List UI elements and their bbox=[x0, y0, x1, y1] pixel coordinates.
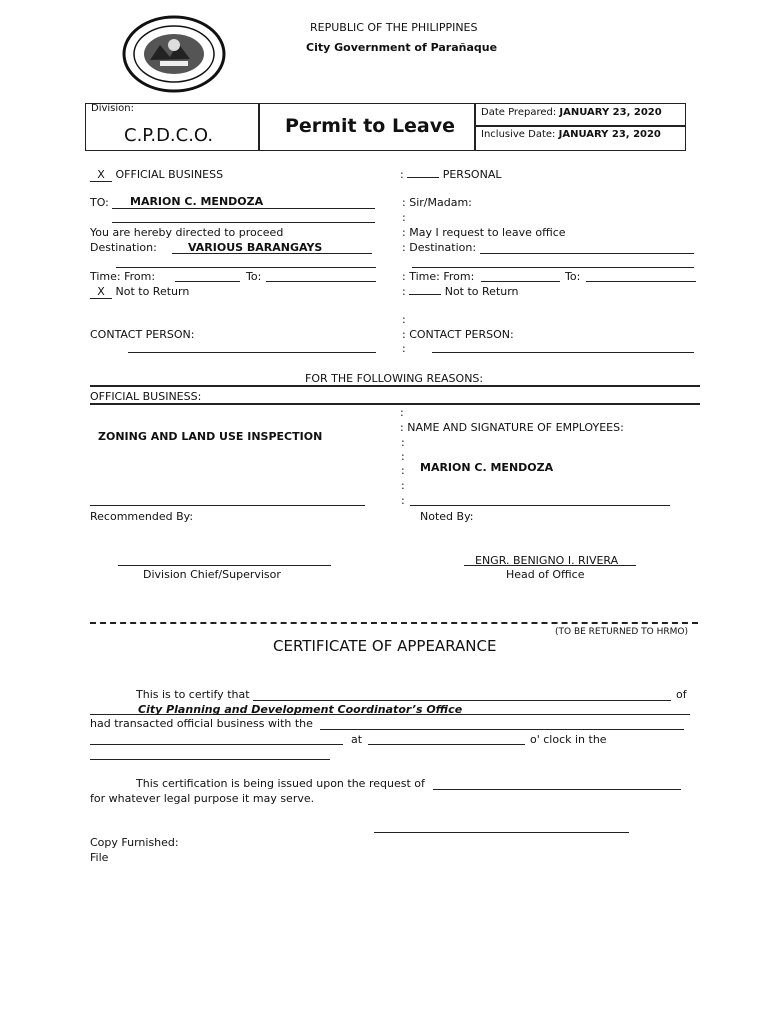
head-name: ENGR. BENIGNO I. RIVERA bbox=[475, 554, 619, 567]
return-note: (TO BE RETURNED TO HRMO) bbox=[555, 627, 688, 637]
recommended-by: Recommended By: bbox=[90, 510, 194, 523]
not-return-right: Not to Return bbox=[444, 285, 519, 298]
office-name: City Planning and Development Coordinator’s Office bbox=[138, 703, 463, 716]
inclusive-date-value: JANUARY 23, 2020 bbox=[558, 129, 661, 140]
head-title: Head of Office bbox=[506, 568, 585, 581]
certificate-title: CERTIFICATE OF APPEARANCE bbox=[273, 637, 497, 655]
legal-text: for whatever legal purpose it may serve. bbox=[90, 792, 315, 805]
personal-label: PERSONAL bbox=[442, 168, 502, 181]
employee-name: MARION C. MENDOZA bbox=[420, 461, 554, 474]
to-value: MARION C. MENDOZA bbox=[130, 195, 264, 208]
division-label: Division: bbox=[91, 103, 134, 114]
time-to-left: To: bbox=[246, 270, 262, 283]
time-from-right: Time: From: bbox=[409, 270, 475, 283]
reason-text: ZONING AND LAND USE INSPECTION bbox=[98, 430, 323, 443]
division-value: C.P.D.C.O. bbox=[124, 125, 214, 146]
to-label: TO: bbox=[90, 196, 109, 209]
oclock-text: o' clock in the bbox=[530, 733, 607, 746]
employees-label: NAME AND SIGNATURE OF EMPLOYEES: bbox=[407, 421, 624, 434]
city-government-heading: City Government of Parañaque bbox=[306, 41, 498, 54]
file-text: File bbox=[90, 851, 109, 864]
destination-value: VARIOUS BARANGAYS bbox=[188, 241, 323, 254]
form-title: Permit to Leave bbox=[285, 115, 456, 137]
issued-text: This certification is being issued upon the request of bbox=[136, 777, 425, 790]
not-return-left: Not to Return bbox=[115, 285, 190, 298]
copy-furnished: Copy Furnished: bbox=[90, 836, 179, 849]
date-prepared-label: Date Prepared: bbox=[481, 107, 557, 118]
official-business-heading: OFFICIAL BUSINESS: bbox=[90, 390, 202, 403]
not-return-mark: X bbox=[90, 285, 112, 299]
transacted-text: had transacted official business with the bbox=[90, 717, 313, 730]
sir-madam: Sir/Madam: bbox=[409, 196, 472, 209]
division-chief: Division Chief/Supervisor bbox=[143, 568, 281, 581]
request-text: May I request to leave office bbox=[409, 226, 566, 239]
time-from-left: Time: From: bbox=[90, 270, 156, 283]
noted-by: Noted By: bbox=[420, 510, 474, 523]
time-to-right: To: bbox=[565, 270, 581, 283]
official-business-mark: X bbox=[90, 168, 112, 182]
city-seal bbox=[120, 15, 228, 93]
date-prepared-value: JANUARY 23, 2020 bbox=[559, 107, 662, 118]
of-text: of bbox=[676, 688, 687, 701]
destination-label-right: Destination: bbox=[409, 241, 477, 254]
destination-label-left: Destination: bbox=[90, 241, 157, 254]
contact-right: CONTACT PERSON: bbox=[409, 328, 514, 341]
certify-text: This is to certify that bbox=[136, 688, 250, 701]
cut-line bbox=[90, 622, 698, 624]
republic-heading: REPUBLIC OF THE PHILIPPINES bbox=[310, 21, 478, 34]
reasons-heading: FOR THE FOLLOWING REASONS: bbox=[305, 372, 484, 385]
signature-line bbox=[374, 832, 629, 833]
contact-left: CONTACT PERSON: bbox=[90, 328, 195, 341]
official-business-label: OFFICIAL BUSINESS bbox=[115, 168, 224, 181]
directed-text: You are hereby directed to proceed bbox=[90, 226, 284, 239]
at-text: at bbox=[351, 733, 363, 746]
inclusive-date-label: Inclusive Date: bbox=[481, 129, 556, 140]
